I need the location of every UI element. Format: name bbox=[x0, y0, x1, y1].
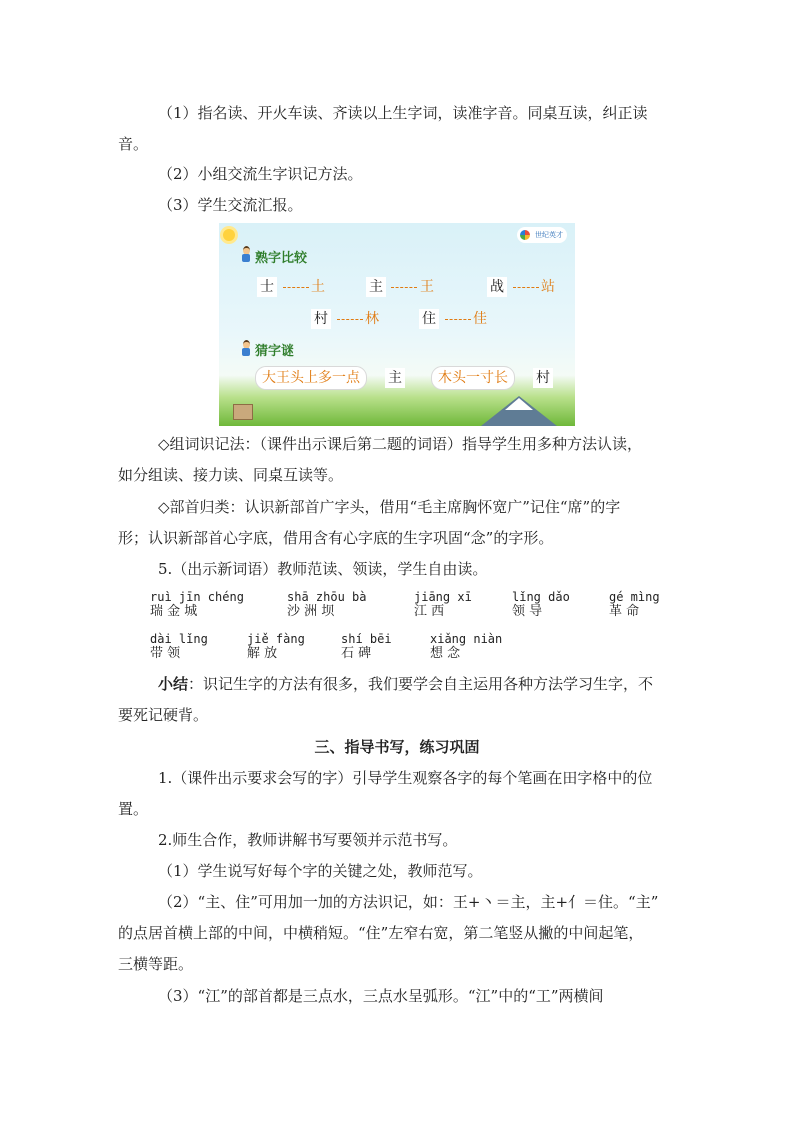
word: 带 领 bbox=[150, 646, 181, 661]
heading-familiar-chars: 熟字比较 bbox=[255, 251, 308, 266]
compare-char: 站 bbox=[541, 279, 555, 295]
dash-arrow bbox=[391, 287, 417, 289]
compare-char: 土 bbox=[311, 279, 325, 295]
paragraph-1-line-1: （1）指名读、开火车读、齐读以上生字词，读准字音。同桌互读，纠正读 bbox=[158, 104, 648, 122]
method-1-line-1: ◇组词识记法：（课件出示课后第二题的词语）指导学生用多种方法认读， bbox=[158, 435, 643, 453]
section-step-2-1: （1）学生说写好每个字的关键之处，教师范写。 bbox=[158, 862, 483, 880]
courseware-slide bbox=[219, 223, 575, 426]
compare-char: 王 bbox=[420, 279, 434, 295]
compare-char: 佳 bbox=[473, 311, 487, 327]
pinyin: dài lǐng bbox=[150, 632, 208, 646]
step-5: 5.（出示新词语）教师范读、领读，学生自由读。 bbox=[158, 560, 488, 578]
word: 解 放 bbox=[247, 646, 278, 661]
heading-riddles: 猜字谜 bbox=[255, 344, 295, 359]
pinyin: gé mìng bbox=[609, 590, 660, 604]
sun-icon bbox=[223, 229, 235, 241]
section-step-2-2-line-3: 三横等距。 bbox=[118, 955, 194, 973]
pinyin: xiǎng niàn bbox=[430, 632, 503, 646]
method-2-line-2: 形；认识新部首心字底，借用含有心字底的生字巩固“念”的字形。 bbox=[118, 529, 554, 547]
pinyin: jiāng xī bbox=[414, 590, 472, 604]
word: 革 命 bbox=[609, 604, 640, 619]
word: 沙 洲 坝 bbox=[287, 604, 335, 619]
summary-text: ：识记生字的方法有很多，我们要学会自主运用各种方法学习生字，不 bbox=[188, 675, 654, 693]
section-step-1-line-2: 置。 bbox=[118, 800, 149, 818]
logo-icon bbox=[520, 230, 530, 240]
char-box: 战 bbox=[487, 277, 507, 297]
paragraph-3: （3）学生交流汇报。 bbox=[158, 196, 303, 214]
paragraph-1-line-2: 音。 bbox=[118, 135, 149, 153]
dash-arrow bbox=[283, 287, 309, 289]
summary-line-1 bbox=[158, 674, 653, 694]
method-1-line-2: 如分组读、接力读、同桌互读等。 bbox=[118, 466, 344, 484]
section-step-2: 2.师生合作，教师讲解书写要领并示范书写。 bbox=[158, 831, 458, 849]
well-house-illustration bbox=[233, 404, 253, 420]
word: 瑞 金 城 bbox=[150, 604, 198, 619]
riddle-answer: 主 bbox=[385, 368, 405, 388]
logo-text: 世纪英才 bbox=[535, 231, 563, 239]
word: 想 念 bbox=[430, 646, 461, 661]
section-step-2-2-line-1: （2）“主、住”可用加一加的方法识记，如：王+丶＝主，主+亻＝住。“主” bbox=[158, 893, 659, 911]
child-icon bbox=[241, 340, 251, 356]
word: 石 碑 bbox=[341, 646, 372, 661]
char-box: 村 bbox=[311, 309, 331, 329]
riddle-question: 大王头上多一点 bbox=[255, 366, 367, 390]
pinyin: shā zhōu bà bbox=[287, 590, 367, 604]
dash-arrow bbox=[445, 319, 471, 321]
section-step-2-2-line-2: 的点居首横上部的中间，中横稍短。“住”左窄右宽，第二笔竖从撇的中间起笔， bbox=[118, 924, 644, 942]
char-box: 住 bbox=[419, 309, 439, 329]
char-box: 士 bbox=[257, 277, 277, 297]
riddle-question: 木头一寸长 bbox=[431, 366, 515, 390]
mountain-snow bbox=[505, 398, 533, 410]
section-step-1-line-1: 1.（课件出示要求会写的字）引导学生观察各字的每个笔画在田字格中的位 bbox=[158, 769, 653, 787]
compare-char: 林 bbox=[365, 311, 379, 327]
pinyin: shí bēi bbox=[341, 632, 392, 646]
method-2-line-1: ◇部首归类：认识新部首广字头，借用“毛主席胸怀宽广”记住“席”的字 bbox=[158, 498, 621, 516]
publisher-logo bbox=[517, 227, 567, 243]
section-title: 三、指导书写，练习巩固 bbox=[314, 738, 480, 756]
char-box: 主 bbox=[366, 277, 386, 297]
summary-label: 小结 bbox=[158, 675, 189, 693]
word: 领 导 bbox=[512, 604, 543, 619]
riddle-answer: 村 bbox=[533, 368, 553, 388]
dash-arrow bbox=[337, 319, 363, 321]
paragraph-2: （2）小组交流生字识记方法。 bbox=[158, 165, 363, 183]
summary-line-2: 要死记硬背。 bbox=[118, 706, 209, 724]
section-step-2-3: （3）“江”的部首都是三点水，三点水呈弧形。“江”中的“工”两横间 bbox=[158, 987, 604, 1005]
word: 江 西 bbox=[414, 604, 445, 619]
pinyin: lǐng dǎo bbox=[512, 590, 570, 604]
pinyin: ruì jīn chéng bbox=[150, 590, 244, 604]
dash-arrow bbox=[513, 287, 539, 289]
pinyin: jiě fàng bbox=[247, 632, 305, 646]
child-icon bbox=[241, 246, 251, 262]
